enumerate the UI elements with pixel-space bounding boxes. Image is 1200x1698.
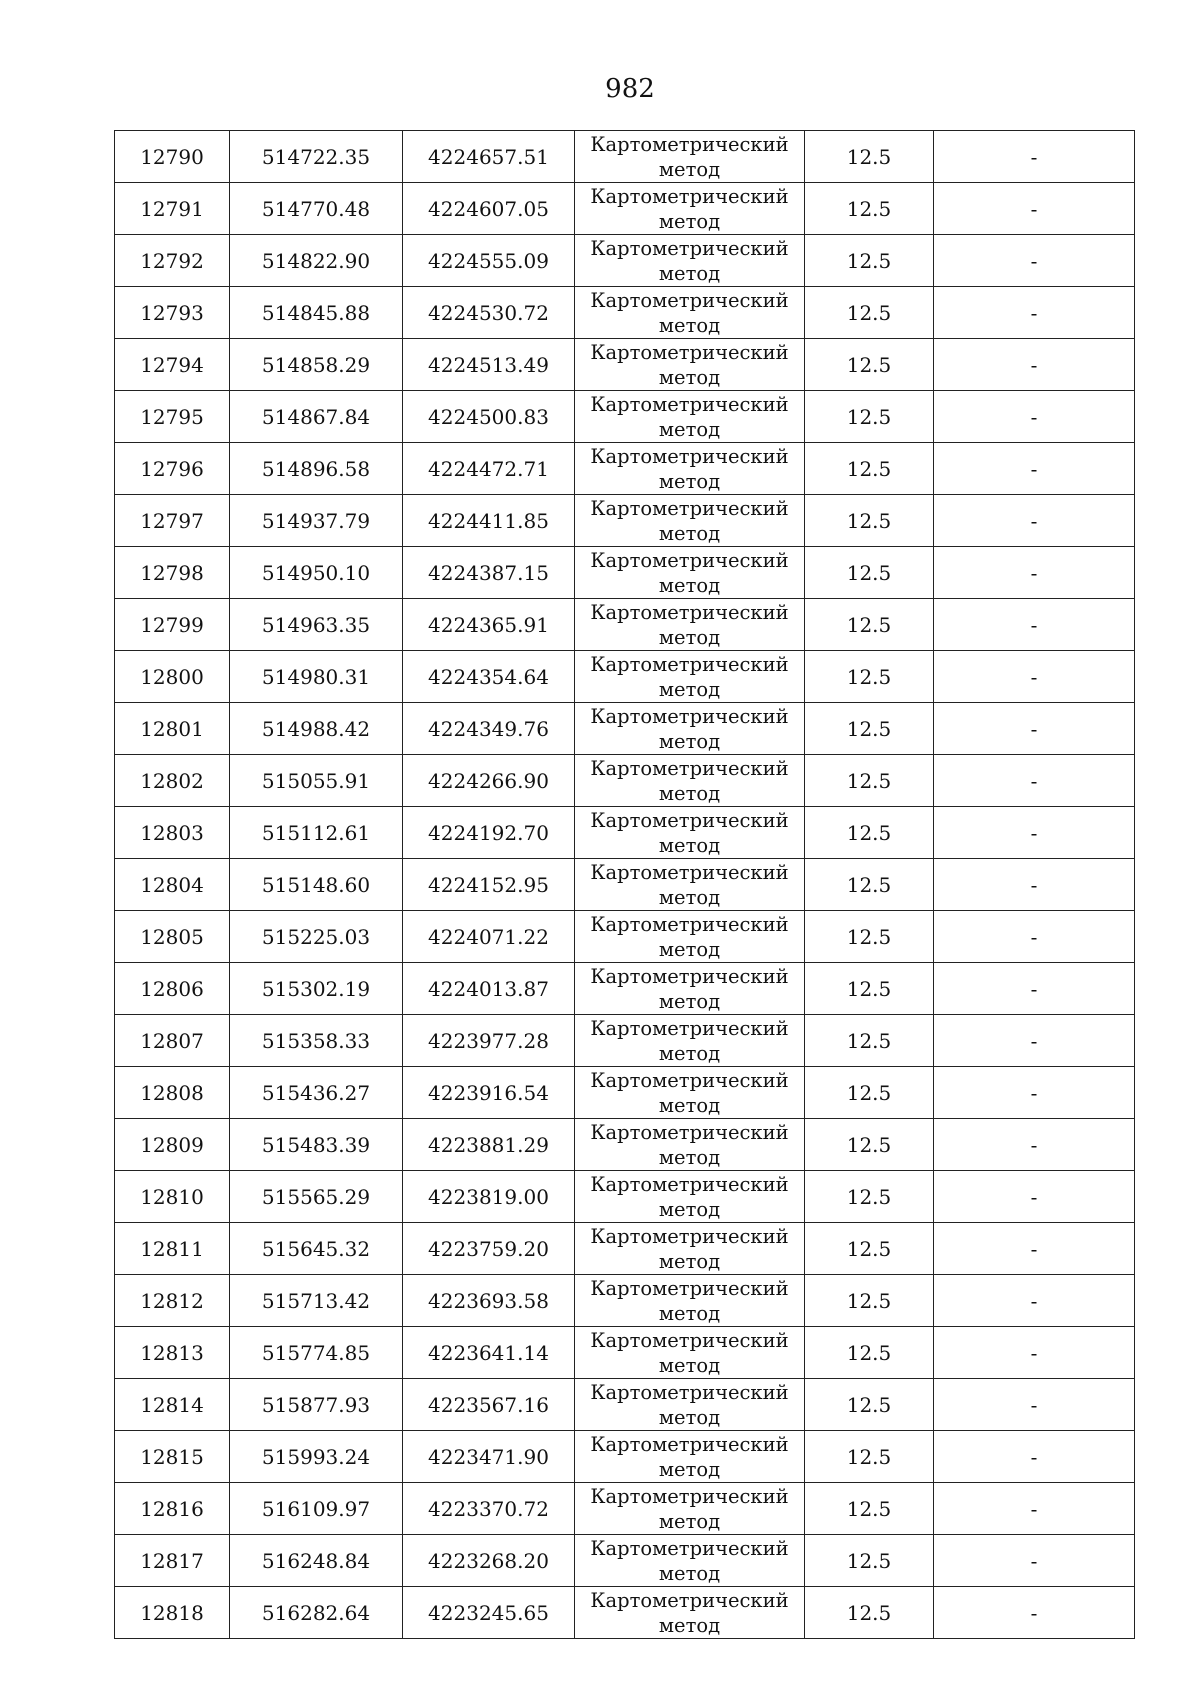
note-cell: - [934, 547, 1135, 599]
method-cell [575, 755, 805, 807]
y-coordinate-cell: 4223370.72 [403, 1483, 575, 1535]
note-cell: - [934, 1431, 1135, 1483]
precision-cell: 12.5 [805, 391, 934, 443]
note-cell: - [934, 131, 1135, 183]
note-cell: - [934, 651, 1135, 703]
note-cell: - [934, 1119, 1135, 1171]
method-line-2: метод [658, 677, 721, 701]
table-row [115, 287, 1135, 339]
note-cell: - [934, 391, 1135, 443]
page-number: 982 [605, 74, 655, 104]
method-line-1: Картометрический [590, 1328, 789, 1352]
method-cell [575, 911, 805, 963]
point-number-cell: 12814 [115, 1379, 230, 1431]
y-coordinate-cell: 4224071.22 [403, 911, 575, 963]
x-coordinate-cell: 515483.39 [230, 1119, 403, 1171]
method-cell [575, 859, 805, 911]
x-coordinate-cell: 515565.29 [230, 1171, 403, 1223]
method-cell [575, 495, 805, 547]
table-row [115, 1483, 1135, 1535]
y-coordinate-cell: 4224607.05 [403, 183, 575, 235]
method-cell [575, 1015, 805, 1067]
method-line-1: Картометрический [590, 340, 789, 364]
method-line-2: метод [658, 1301, 721, 1325]
table-row [115, 1171, 1135, 1223]
precision-cell: 12.5 [805, 859, 934, 911]
note-cell: - [934, 1275, 1135, 1327]
method-line-2: метод [658, 1353, 721, 1377]
method-line-1: Картометрический [590, 704, 789, 728]
y-coordinate-cell: 4224500.83 [403, 391, 575, 443]
method-line-2: метод [658, 781, 721, 805]
point-number-cell: 12793 [115, 287, 230, 339]
method-line-2: метод [658, 833, 721, 857]
x-coordinate-cell: 515713.42 [230, 1275, 403, 1327]
y-coordinate-cell: 4223268.20 [403, 1535, 575, 1587]
method-cell [575, 651, 805, 703]
point-number-cell: 12805 [115, 911, 230, 963]
note-cell: - [934, 287, 1135, 339]
point-number-cell: 12797 [115, 495, 230, 547]
precision-cell: 12.5 [805, 807, 934, 859]
note-cell: - [934, 807, 1135, 859]
method-line-1: Картометрический [590, 1432, 789, 1456]
y-coordinate-cell: 4224365.91 [403, 599, 575, 651]
note-cell: - [934, 1067, 1135, 1119]
coordinates-table [114, 130, 1135, 1639]
table-row [115, 1223, 1135, 1275]
table-row [115, 599, 1135, 651]
precision-cell: 12.5 [805, 287, 934, 339]
method-line-1: Картометрический [590, 1276, 789, 1300]
y-coordinate-cell: 4224354.64 [403, 651, 575, 703]
table-row [115, 1015, 1135, 1067]
method-line-2: метод [658, 469, 721, 493]
method-line-1: Картометрический [590, 860, 789, 884]
note-cell: - [934, 1483, 1135, 1535]
method-cell [575, 1223, 805, 1275]
method-line-2: метод [658, 365, 721, 389]
y-coordinate-cell: 4223977.28 [403, 1015, 575, 1067]
method-line-2: метод [658, 1457, 721, 1481]
precision-cell: 12.5 [805, 443, 934, 495]
method-line-1: Картометрический [590, 1172, 789, 1196]
y-coordinate-cell: 4224266.90 [403, 755, 575, 807]
point-number-cell: 12790 [115, 131, 230, 183]
table-body [115, 131, 1135, 1639]
method-line-1: Картометрический [590, 496, 789, 520]
x-coordinate-cell: 515112.61 [230, 807, 403, 859]
method-line-1: Картометрический [590, 1068, 789, 1092]
y-coordinate-cell: 4224555.09 [403, 235, 575, 287]
method-line-1: Картометрический [590, 600, 789, 624]
method-line-2: метод [658, 313, 721, 337]
y-coordinate-cell: 4224530.72 [403, 287, 575, 339]
note-cell: - [934, 1535, 1135, 1587]
method-line-1: Картометрический [590, 184, 789, 208]
precision-cell: 12.5 [805, 1067, 934, 1119]
table-row [115, 859, 1135, 911]
table-row [115, 131, 1135, 183]
method-line-2: метод [658, 1093, 721, 1117]
precision-cell: 12.5 [805, 755, 934, 807]
table-row [115, 703, 1135, 755]
x-coordinate-cell: 514896.58 [230, 443, 403, 495]
method-cell [575, 599, 805, 651]
table-row [115, 1275, 1135, 1327]
method-line-2: метод [658, 1561, 721, 1585]
x-coordinate-cell: 516248.84 [230, 1535, 403, 1587]
method-line-1: Картометрический [590, 1120, 789, 1144]
table-row [115, 547, 1135, 599]
method-cell [575, 963, 805, 1015]
table-row [115, 1327, 1135, 1379]
y-coordinate-cell: 4223245.65 [403, 1587, 575, 1639]
x-coordinate-cell: 515055.91 [230, 755, 403, 807]
table-row [115, 755, 1135, 807]
point-number-cell: 12807 [115, 1015, 230, 1067]
x-coordinate-cell: 515436.27 [230, 1067, 403, 1119]
note-cell: - [934, 1379, 1135, 1431]
method-line-2: метод [658, 1145, 721, 1169]
x-coordinate-cell: 515302.19 [230, 963, 403, 1015]
x-coordinate-cell: 515358.33 [230, 1015, 403, 1067]
note-cell: - [934, 235, 1135, 287]
y-coordinate-cell: 4223881.29 [403, 1119, 575, 1171]
precision-cell: 12.5 [805, 703, 934, 755]
point-number-cell: 12812 [115, 1275, 230, 1327]
method-cell [575, 1275, 805, 1327]
method-line-2: метод [658, 1509, 721, 1533]
table-row [115, 911, 1135, 963]
note-cell: - [934, 443, 1135, 495]
x-coordinate-cell: 515774.85 [230, 1327, 403, 1379]
x-coordinate-cell: 516109.97 [230, 1483, 403, 1535]
x-coordinate-cell: 515225.03 [230, 911, 403, 963]
table-row [115, 807, 1135, 859]
method-line-2: метод [658, 1613, 721, 1637]
point-number-cell: 12806 [115, 963, 230, 1015]
x-coordinate-cell: 515993.24 [230, 1431, 403, 1483]
method-line-2: метод [658, 937, 721, 961]
y-coordinate-cell: 4223567.16 [403, 1379, 575, 1431]
precision-cell: 12.5 [805, 911, 934, 963]
y-coordinate-cell: 4224349.76 [403, 703, 575, 755]
precision-cell: 12.5 [805, 1587, 934, 1639]
method-line-1: Картометрический [590, 548, 789, 572]
method-cell [575, 1535, 805, 1587]
method-cell [575, 1119, 805, 1171]
method-line-2: метод [658, 417, 721, 441]
method-line-2: метод [658, 625, 721, 649]
y-coordinate-cell: 4223641.14 [403, 1327, 575, 1379]
method-line-2: метод [658, 989, 721, 1013]
table-row [115, 1587, 1135, 1639]
x-coordinate-cell: 515645.32 [230, 1223, 403, 1275]
point-number-cell: 12816 [115, 1483, 230, 1535]
point-number-cell: 12798 [115, 547, 230, 599]
note-cell: - [934, 859, 1135, 911]
method-line-1: Картометрический [590, 1484, 789, 1508]
point-number-cell: 12792 [115, 235, 230, 287]
precision-cell: 12.5 [805, 651, 934, 703]
y-coordinate-cell: 4223916.54 [403, 1067, 575, 1119]
method-line-2: метод [658, 157, 721, 181]
note-cell: - [934, 183, 1135, 235]
method-line-2: метод [658, 885, 721, 909]
point-number-cell: 12818 [115, 1587, 230, 1639]
precision-cell: 12.5 [805, 1431, 934, 1483]
y-coordinate-cell: 4223759.20 [403, 1223, 575, 1275]
method-line-2: метод [658, 209, 721, 233]
precision-cell: 12.5 [805, 183, 934, 235]
method-line-2: метод [658, 1405, 721, 1429]
method-line-1: Картометрический [590, 392, 789, 416]
table-row [115, 1535, 1135, 1587]
x-coordinate-cell: 514822.90 [230, 235, 403, 287]
y-coordinate-cell: 4223819.00 [403, 1171, 575, 1223]
method-line-1: Картометрический [590, 132, 789, 156]
method-cell [575, 287, 805, 339]
x-coordinate-cell: 514950.10 [230, 547, 403, 599]
note-cell: - [934, 599, 1135, 651]
y-coordinate-cell: 4224472.71 [403, 443, 575, 495]
point-number-cell: 12795 [115, 391, 230, 443]
method-cell [575, 1483, 805, 1535]
x-coordinate-cell: 514867.84 [230, 391, 403, 443]
method-line-1: Картометрический [590, 1536, 789, 1560]
note-cell: - [934, 495, 1135, 547]
precision-cell: 12.5 [805, 339, 934, 391]
point-number-cell: 12794 [115, 339, 230, 391]
precision-cell: 12.5 [805, 1119, 934, 1171]
y-coordinate-cell: 4223693.58 [403, 1275, 575, 1327]
y-coordinate-cell: 4224013.87 [403, 963, 575, 1015]
method-line-2: метод [658, 1041, 721, 1065]
table-row [115, 183, 1135, 235]
method-line-2: метод [658, 729, 721, 753]
method-line-2: метод [658, 521, 721, 545]
x-coordinate-cell: 516282.64 [230, 1587, 403, 1639]
x-coordinate-cell: 514980.31 [230, 651, 403, 703]
method-cell [575, 391, 805, 443]
method-cell [575, 1171, 805, 1223]
precision-cell: 12.5 [805, 1015, 934, 1067]
precision-cell: 12.5 [805, 599, 934, 651]
note-cell: - [934, 755, 1135, 807]
method-cell [575, 339, 805, 391]
precision-cell: 12.5 [805, 131, 934, 183]
method-line-1: Картометрический [590, 288, 789, 312]
note-cell: - [934, 1015, 1135, 1067]
method-line-2: метод [658, 573, 721, 597]
note-cell: - [934, 1587, 1135, 1639]
method-cell [575, 807, 805, 859]
method-line-1: Картометрический [590, 964, 789, 988]
note-cell: - [934, 703, 1135, 755]
method-line-1: Картометрический [590, 236, 789, 260]
table-row [115, 651, 1135, 703]
point-number-cell: 12813 [115, 1327, 230, 1379]
point-number-cell: 12809 [115, 1119, 230, 1171]
x-coordinate-cell: 514937.79 [230, 495, 403, 547]
point-number-cell: 12811 [115, 1223, 230, 1275]
point-number-cell: 12808 [115, 1067, 230, 1119]
x-coordinate-cell: 515148.60 [230, 859, 403, 911]
method-cell [575, 183, 805, 235]
table-row [115, 1379, 1135, 1431]
method-cell [575, 547, 805, 599]
precision-cell: 12.5 [805, 1483, 934, 1535]
method-line-1: Картометрический [590, 1588, 789, 1612]
method-cell [575, 443, 805, 495]
x-coordinate-cell: 514963.35 [230, 599, 403, 651]
precision-cell: 12.5 [805, 1171, 934, 1223]
note-cell: - [934, 911, 1135, 963]
precision-cell: 12.5 [805, 495, 934, 547]
method-cell [575, 1327, 805, 1379]
x-coordinate-cell: 515877.93 [230, 1379, 403, 1431]
method-line-1: Картометрический [590, 1016, 789, 1040]
table-row [115, 1119, 1135, 1171]
note-cell: - [934, 963, 1135, 1015]
point-number-cell: 12796 [115, 443, 230, 495]
method-line-1: Картометрический [590, 444, 789, 468]
method-cell [575, 235, 805, 287]
y-coordinate-cell: 4224192.70 [403, 807, 575, 859]
y-coordinate-cell: 4224387.15 [403, 547, 575, 599]
method-cell [575, 1067, 805, 1119]
precision-cell: 12.5 [805, 1275, 934, 1327]
method-line-1: Картометрический [590, 1224, 789, 1248]
table-row [115, 339, 1135, 391]
point-number-cell: 12791 [115, 183, 230, 235]
y-coordinate-cell: 4224513.49 [403, 339, 575, 391]
table-row [115, 235, 1135, 287]
table-row [115, 963, 1135, 1015]
note-cell: - [934, 339, 1135, 391]
x-coordinate-cell: 514722.35 [230, 131, 403, 183]
method-line-1: Картометрический [590, 1380, 789, 1404]
point-number-cell: 12801 [115, 703, 230, 755]
x-coordinate-cell: 514988.42 [230, 703, 403, 755]
method-cell [575, 703, 805, 755]
x-coordinate-cell: 514858.29 [230, 339, 403, 391]
method-line-1: Картометрический [590, 652, 789, 676]
precision-cell: 12.5 [805, 1223, 934, 1275]
method-cell [575, 131, 805, 183]
precision-cell: 12.5 [805, 963, 934, 1015]
point-number-cell: 12800 [115, 651, 230, 703]
point-number-cell: 12810 [115, 1171, 230, 1223]
note-cell: - [934, 1223, 1135, 1275]
x-coordinate-cell: 514845.88 [230, 287, 403, 339]
note-cell: - [934, 1171, 1135, 1223]
precision-cell: 12.5 [805, 1327, 934, 1379]
method-line-2: метод [658, 1249, 721, 1273]
method-line-2: метод [658, 1197, 721, 1221]
table-row [115, 1067, 1135, 1119]
point-number-cell: 12803 [115, 807, 230, 859]
x-coordinate-cell: 514770.48 [230, 183, 403, 235]
y-coordinate-cell: 4223471.90 [403, 1431, 575, 1483]
precision-cell: 12.5 [805, 1379, 934, 1431]
precision-cell: 12.5 [805, 547, 934, 599]
method-line-1: Картометрический [590, 912, 789, 936]
table-row [115, 391, 1135, 443]
table-row [115, 1431, 1135, 1483]
note-cell: - [934, 1327, 1135, 1379]
method-cell [575, 1431, 805, 1483]
y-coordinate-cell: 4224657.51 [403, 131, 575, 183]
y-coordinate-cell: 4224152.95 [403, 859, 575, 911]
method-line-1: Картометрический [590, 808, 789, 832]
method-cell [575, 1587, 805, 1639]
table-row [115, 495, 1135, 547]
method-cell [575, 1379, 805, 1431]
precision-cell: 12.5 [805, 235, 934, 287]
point-number-cell: 12817 [115, 1535, 230, 1587]
point-number-cell: 12804 [115, 859, 230, 911]
point-number-cell: 12802 [115, 755, 230, 807]
method-line-1: Картометрический [590, 756, 789, 780]
method-line-2: метод [658, 261, 721, 285]
point-number-cell: 12799 [115, 599, 230, 651]
table-row [115, 443, 1135, 495]
point-number-cell: 12815 [115, 1431, 230, 1483]
precision-cell: 12.5 [805, 1535, 934, 1587]
y-coordinate-cell: 4224411.85 [403, 495, 575, 547]
